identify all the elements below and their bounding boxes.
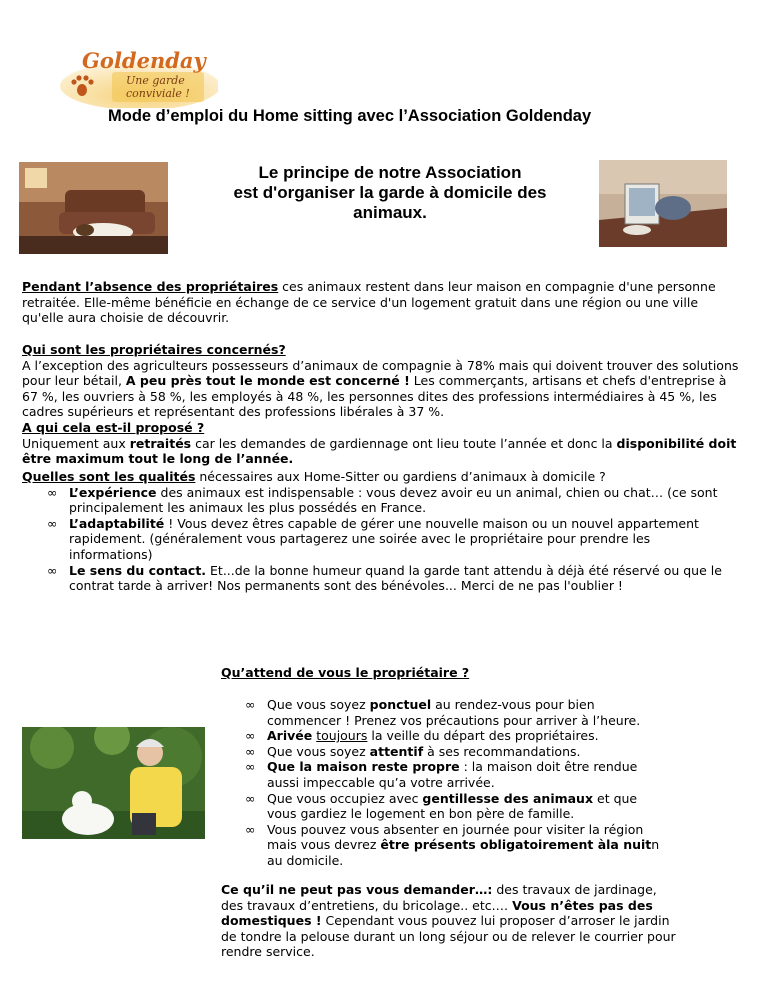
cannot-text-1: des travaux de jardinage, des travaux d’entretiens, du bricolage.. etc.… [221, 882, 657, 913]
bullet-icon: ∞ [47, 515, 58, 531]
owners-bold: A peu près tout le monde est concerné ! [125, 373, 410, 389]
owners-section [22, 342, 740, 467]
proposed-bold-2: disponibilité doit être maximum tout le long de l’année. [22, 435, 737, 467]
quality-title: Le sens du contact. [69, 562, 207, 578]
list-item [245, 697, 665, 728]
list-item [47, 563, 722, 594]
expect-post: et que vous gardiez le logement en bon père de famille. [267, 790, 638, 822]
expect-pre: Vous pouvez vous absenter en journée pour visiter la région mais vous devrez [267, 821, 644, 853]
list-item [245, 728, 665, 744]
bullet-icon: ∞ [47, 562, 58, 578]
principle-line-2: est d'organiser la garde à domicile des [233, 183, 547, 202]
owners-heading: Qui sont les propriétaires concernés? [22, 342, 286, 357]
photo-cat-laptop [599, 160, 727, 247]
cannot-bold-1: Ce qu’il ne peut pas vous demander…: [221, 882, 493, 897]
principle-line-1: Le principe de notre Association [258, 163, 522, 182]
expect-post: la veille du départ des propriétaires. [367, 728, 599, 744]
qualities-heading: Quelles sont les qualités [22, 469, 196, 484]
expect-pre: Que vous occupiez avec [267, 790, 423, 806]
logo-tagline-2: conviviale ! [126, 87, 190, 100]
qualities-list [47, 485, 722, 594]
intro-paragraph [22, 279, 722, 326]
quality-text: ! Vous devez êtres capable de gérer une nouvelle maison ou un nouvel appartement rapidement. (généralement vous partagerez une soirée avec le propriétaire pour prendre les informations) [69, 515, 699, 562]
list-item [245, 822, 665, 869]
expect-list [245, 697, 665, 869]
qualities-heading-line [22, 469, 722, 485]
principle-heading [190, 163, 590, 223]
proposed-heading: A qui cela est-il proposé ? [22, 419, 205, 435]
proposed-text-2: car les demandes de gardiennage ont lieu toute l’année et donc la [191, 435, 617, 451]
bullet-icon: ∞ [245, 728, 256, 744]
quality-text: Et...de la bonne humeur quand la garde tant attendu à déjà été réservé ou que le contrat tarde à arriver! Nos permanents sont des bénévoles... Merci de ne pas l'oublier ! [69, 562, 722, 594]
logo-tagline-1: Une garde [126, 74, 185, 87]
intro-lead: Pendant l’absence des propriétaires [22, 279, 279, 294]
quality-text: des animaux est indispensable : vous devez avoir eu un animal, chien ou chat… (ce sont principalement les animaux les plus possédés en France. [69, 484, 718, 516]
qualities-heading-rest: nécessaires aux Home-Sitter ou gardiens d’animaux à domicile ? [195, 469, 606, 484]
expect-post: n au domicile. [267, 837, 660, 868]
expect-pre: Que vous soyez [267, 697, 370, 712]
expect-underline: toujours [316, 728, 368, 744]
intro-text: ces animaux restent dans leur maison en compagnie d'une personne retraitée. Elle-même bénéficie en échange de ce service d'un logement gratuit dans une région ou une ville qu'elle aura choisie de découvrir. [22, 279, 716, 326]
expect-bold: attentif [369, 743, 424, 759]
bullet-icon: ∞ [245, 790, 256, 806]
logo-wordmark: Goldenday [82, 48, 206, 73]
cannot-bold-2: Vous n’êtes pas des domestiques ! [221, 897, 653, 929]
logo [58, 42, 218, 108]
owners-text-1: A l’exception des agriculteurs possesseurs d’animaux de compagnie à 78% mais qui doivent trouver des solutions pour leur bétail, [22, 357, 739, 389]
quality-title: L’expérience [69, 484, 157, 500]
expect-section [245, 697, 665, 869]
owners-text-2: Les commerçants, artisans et chefs d'entreprise à 67 %, les ouvriers à 58 %, les employés à 48 %, les personnes dites des professions intermédiaires à 45 %, les cadres supérieurs et représentant des professions libérales à 37 %. [22, 373, 727, 420]
bullet-icon: ∞ [245, 821, 256, 837]
expect-bold: être présents obligatoirement àla nuit [380, 837, 652, 853]
qualities-section [22, 469, 722, 594]
bullet-icon: ∞ [245, 697, 256, 712]
list-item [47, 516, 722, 563]
page-title: Mode d’emploi du Home sitting avec l’Association Goldenday [108, 107, 592, 125]
quality-title: L’adaptabilité [69, 515, 165, 531]
cannot-paragraph [221, 882, 676, 960]
proposed-paragraph [22, 436, 740, 467]
proposed-bold-1: retraités [129, 435, 192, 451]
expect-bold: ponctuel [369, 697, 432, 712]
expect-bold: gentillesse des animaux [422, 790, 594, 806]
list-item [245, 759, 665, 790]
cannot-text-2: Cependant vous pouvez lui proposer d’arroser le jardin de tondre la pelouse durant un long séjour ou de relever le courrier pour rendre service. [221, 913, 676, 960]
bullet-icon: ∞ [47, 484, 58, 500]
list-item [245, 791, 665, 822]
bullet-icon: ∞ [245, 759, 256, 775]
expect-post: : la maison doit être rendue aussi impeccable qu’a votre arrivée. [267, 759, 638, 790]
expect-bold: Que la maison reste propre [267, 759, 460, 775]
bullet-icon: ∞ [245, 743, 256, 759]
proposed-text-1: Uniquement aux [22, 435, 130, 451]
expect-pre: Que vous soyez [267, 743, 370, 759]
photo-living-room-dog [19, 162, 168, 254]
expect-post: au rendez-vous pour bien commencer ! Prenez vos précautions pour arriver à l’heure. [267, 697, 641, 728]
list-item [245, 744, 665, 760]
principle-line-3: animaux. [353, 203, 427, 222]
photo-woman-with-dog [22, 727, 205, 839]
expect-bold: Arivée [267, 728, 313, 744]
owners-paragraph [22, 358, 740, 420]
list-item [47, 485, 722, 516]
expect-heading: Qu’attend de vous le propriétaire ? [221, 665, 470, 680]
expect-post: à ses recommandations. [423, 743, 581, 759]
